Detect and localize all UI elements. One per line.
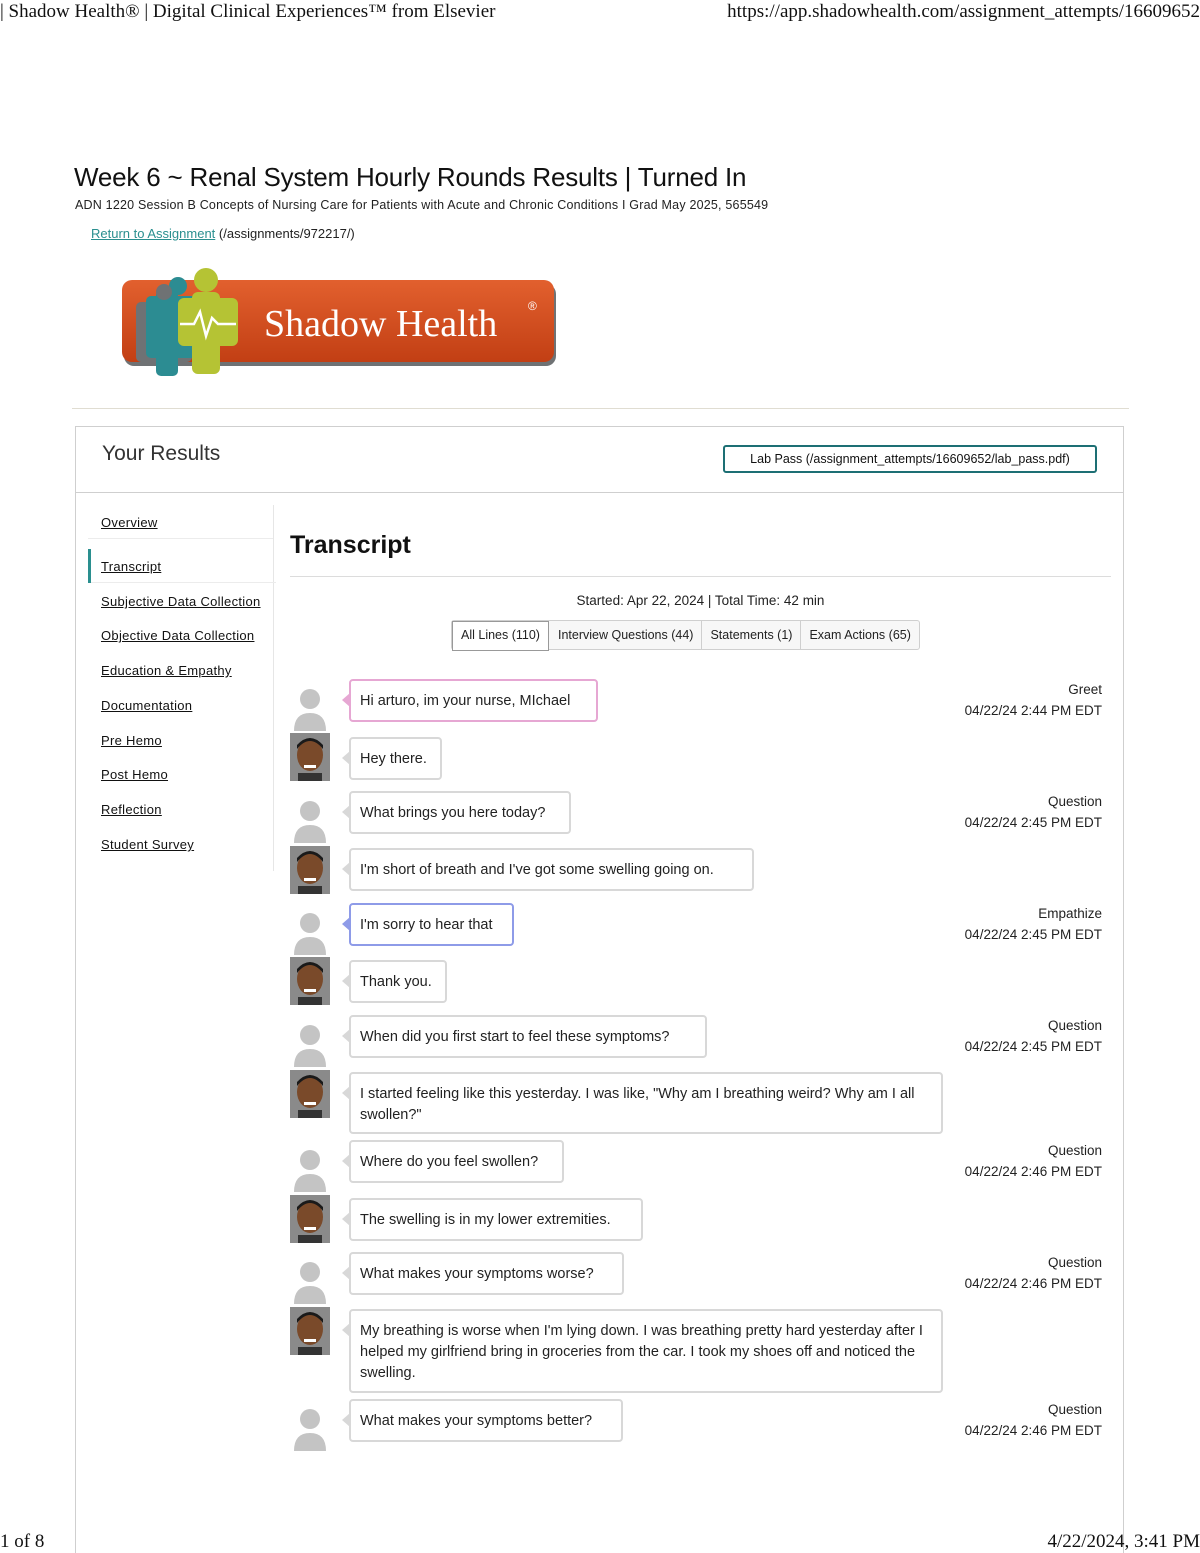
return-link-text[interactable]: Return to Assignment: [91, 226, 216, 241]
transcript-bubble: Thank you.: [349, 960, 447, 1003]
sidebar-item-overview[interactable]: [88, 505, 273, 539]
patient-avatar: [290, 1195, 330, 1243]
transcript-bubble: I started feeling like this yesterday. I was like, "Why am I breathing weird? Why am I all swollen?": [349, 1072, 943, 1134]
sidebar-item-reflection[interactable]: [88, 792, 273, 826]
patient-avatar: [290, 1070, 330, 1118]
transcript-filter-tabs: [451, 620, 920, 650]
sidebar-item-label[interactable]: Objective Data Collection: [101, 628, 255, 643]
student-avatar-icon: [290, 1021, 330, 1069]
sidebar-item-pre-hemo[interactable]: [88, 723, 273, 757]
section-title: Transcript: [290, 531, 411, 559]
print-header: [0, 0, 1200, 26]
sidebar-item-objective-data-collection[interactable]: [88, 618, 273, 652]
line-timestamp: 04/22/24 2:46 PM EDT: [964, 1423, 1102, 1438]
line-meta: [965, 903, 1102, 945]
transcript-bubble: My breathing is worse when I'm lying down. I was breathing pretty hard yesterday after I helped my girlfriend bring in groceries from the car. I took my shoes off and noticed the swelling.: [349, 1309, 943, 1393]
sidebar-item-label[interactable]: Overview: [101, 515, 158, 530]
line-timestamp: 04/22/24 2:46 PM EDT: [964, 1276, 1102, 1291]
logo-wordmark: Shadow Health: [264, 303, 498, 345]
transcript-row: [290, 679, 1111, 735]
line-timestamp: 04/22/24 2:45 PM EDT: [964, 815, 1102, 830]
sidebar-item-label[interactable]: Subjective Data Collection: [101, 594, 261, 609]
transcript-bubble: Where do you feel swollen?: [349, 1140, 564, 1183]
transcript-bubble: What makes your symptoms worse?: [349, 1252, 624, 1295]
patient-avatar-icon: [290, 846, 330, 894]
student-avatar-icon: [290, 1405, 330, 1453]
sidebar-item-label[interactable]: Post Hemo: [101, 767, 169, 782]
tab-all-lines[interactable]: All Lines (110): [452, 621, 549, 651]
student-avatar: [290, 797, 330, 845]
student-avatar: [290, 1146, 330, 1194]
transcript-row: [290, 1070, 1111, 1136]
sidebar-item-label[interactable]: Reflection: [101, 802, 162, 817]
patient-avatar-icon: [290, 957, 330, 1005]
transcript-row: [290, 1399, 1111, 1455]
student-avatar: [290, 1258, 330, 1306]
transcript-bubble: What brings you here today?: [349, 791, 571, 834]
student-avatar: [290, 1021, 330, 1069]
results-title: Your Results: [102, 442, 221, 465]
line-type: Question: [1047, 1255, 1102, 1270]
line-meta: [965, 1252, 1102, 1294]
student-avatar-icon: [290, 1258, 330, 1306]
sidebar-item-label[interactable]: Documentation: [101, 698, 193, 713]
sidebar-item-label[interactable]: Transcript: [101, 559, 162, 574]
student-avatar: [290, 1405, 330, 1453]
sidebar-item-post-hemo[interactable]: [88, 757, 273, 791]
line-meta: [965, 1015, 1102, 1057]
line-timestamp: 04/22/24 2:45 PM EDT: [964, 1039, 1102, 1054]
shadow-health-logo: [118, 262, 558, 382]
line-type: Empathize: [1038, 906, 1102, 921]
line-meta: [965, 1399, 1102, 1441]
transcript-row: [290, 1140, 1111, 1196]
line-timestamp: 04/22/24 2:45 PM EDT: [964, 927, 1102, 942]
patient-avatar-icon: [290, 1307, 330, 1355]
page-title: Week 6 ~ Renal System Hourly Rounds Results | Turned In: [74, 162, 747, 192]
sidebar-item-education-empathy[interactable]: [88, 653, 273, 687]
page-number: 1 of 8: [0, 1531, 45, 1552]
patient-avatar-icon: [290, 1070, 330, 1118]
course-name: ADN 1220 Session B Concepts of Nursing Care for Patients with Acute and Chronic Conditions I Grad May 2025, 565549: [75, 198, 769, 212]
tab-interview-questions[interactable]: Interview Questions (44): [550, 621, 702, 649]
return-link-url: (/assignments/972217/): [215, 226, 355, 241]
transcript-bubble: Hi arturo, im your nurse, MIchael: [349, 679, 598, 722]
print-footer: [0, 1531, 1200, 1553]
print-header-title: | Shadow Health® | Digital Clinical Experiences™ from Elsevier: [0, 1, 496, 22]
patient-avatar: [290, 1307, 330, 1355]
transcript-bubble: I'm sorry to hear that: [349, 903, 514, 946]
transcript-row: [290, 957, 1111, 1009]
transcript-row: [290, 1307, 1111, 1393]
sidebar-item-transcript[interactable]: [88, 549, 276, 583]
transcript-row: [290, 1252, 1111, 1308]
sidebar-item-label[interactable]: Education & Empathy: [101, 663, 232, 678]
transcript-bubble: I'm short of breath and I've got some swelling going on.: [349, 848, 754, 891]
sidebar-item-label[interactable]: Student Survey: [101, 837, 195, 852]
patient-avatar: [290, 957, 330, 1005]
transcript-row: [290, 1015, 1111, 1071]
line-type: Question: [1047, 1018, 1102, 1033]
transcript-row: [290, 846, 1111, 898]
line-meta: [965, 791, 1102, 833]
sidebar-item-documentation[interactable]: [88, 688, 273, 722]
patient-avatar-icon: [290, 733, 330, 781]
line-timestamp: 04/22/24 2:44 PM EDT: [964, 703, 1102, 718]
line-type: Question: [1047, 794, 1102, 809]
sidebar-item-subjective-data-collection[interactable]: [88, 584, 273, 618]
student-avatar-icon: [290, 1146, 330, 1194]
shadow-health-logo-graphic: [118, 262, 558, 382]
results-sidebar: [88, 505, 274, 871]
transcript-bubble: The swelling is in my lower extremities.: [349, 1198, 643, 1241]
line-timestamp: 04/22/24 2:46 PM EDT: [964, 1164, 1102, 1179]
student-avatar-icon: [290, 685, 330, 733]
line-type: Greet: [1068, 682, 1102, 697]
transcript-row: [290, 1195, 1111, 1247]
transcript-row: [290, 903, 1111, 959]
sidebar-separator: [88, 538, 273, 539]
student-avatar: [290, 685, 330, 733]
line-meta: [965, 1140, 1102, 1182]
patient-avatar-icon: [290, 1195, 330, 1243]
student-avatar: [290, 909, 330, 957]
sidebar-item-label[interactable]: Pre Hemo: [101, 733, 162, 748]
patient-avatar: [290, 733, 330, 781]
return-to-assignment-link[interactable]: [91, 226, 355, 241]
lab-pass-button[interactable]: Lab Pass (/assignment_attempts/16609652/lab_pass.pdf): [723, 445, 1097, 473]
print-header-url: https://app.shadowhealth.com/assignment_attempts/16609652: [727, 1, 1200, 22]
sidebar-item-student-survey[interactable]: [88, 827, 273, 861]
header-divider: [72, 408, 1129, 409]
line-type: Question: [1047, 1143, 1102, 1158]
transcript-bubble: What makes your symptoms better?: [349, 1399, 623, 1442]
line-meta: [965, 679, 1102, 721]
results-panel: [75, 426, 1124, 1553]
tab-exam-actions[interactable]: Exam Actions (65): [809, 628, 911, 642]
transcript-row: [290, 791, 1111, 847]
section-divider: [290, 576, 1111, 577]
transcript-row: [290, 733, 1111, 785]
results-header: [76, 427, 1123, 493]
student-avatar-icon: [290, 797, 330, 845]
tab-statements[interactable]: Statements (1): [702, 621, 801, 649]
patient-avatar: [290, 846, 330, 894]
logo-registered-mark: ®: [528, 299, 537, 313]
transcript-bubble: When did you first start to feel these symptoms?: [349, 1015, 707, 1058]
started-summary: Started: Apr 22, 2024 | Total Time: 42 min: [576, 593, 825, 608]
line-type: Question: [1047, 1402, 1102, 1417]
student-avatar-icon: [290, 909, 330, 957]
print-datetime: 4/22/2024, 3:41 PM: [1047, 1531, 1200, 1552]
transcript-bubble: Hey there.: [349, 737, 442, 780]
sidebar-separator: [91, 582, 276, 583]
